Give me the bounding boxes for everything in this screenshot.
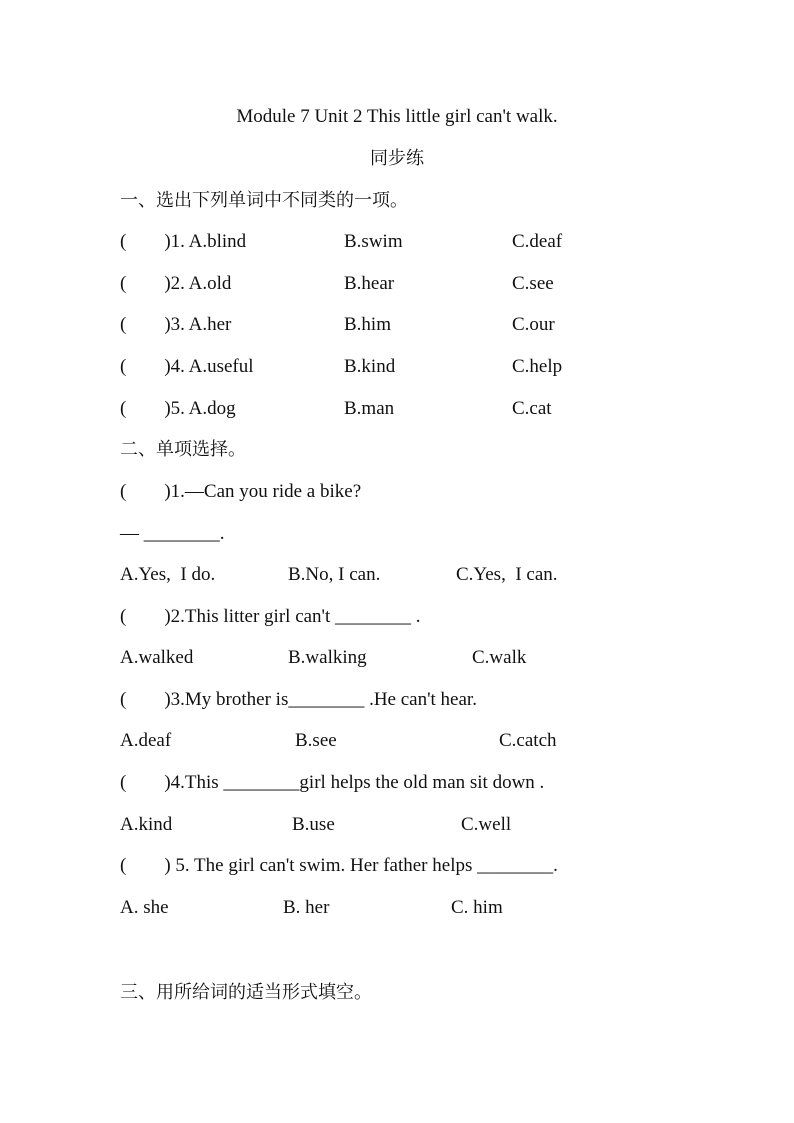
s2-q1-option-b: B.No, I can. (288, 564, 381, 585)
section1-heading: 一、选出下列单词中不同类的一项。 (120, 190, 408, 211)
s1-item1-option-a: ( )1. A.blind (120, 231, 247, 252)
s2-q1-stem: ( )1.—Can you ride a bike? (120, 481, 362, 502)
s1-item4-option-b: B.kind (344, 356, 396, 377)
s2-q3-option-b: B.see (295, 730, 337, 751)
s2-q3-option-a: A.deaf (120, 730, 172, 751)
s1-item2-option-a: ( )2. A.old (120, 273, 232, 294)
s2-q2-option-b: B.walking (288, 647, 367, 668)
s2-q4-stem: ( )4.This ________girl helps the old man sit down . (120, 772, 545, 793)
s1-item1-option-b: B.swim (344, 231, 403, 252)
s2-q4-option-a: A.kind (120, 814, 173, 835)
s2-q5-option-b: B. her (283, 897, 330, 918)
s2-q2-option-c: C.walk (472, 647, 527, 668)
s2-q4-option-c: C.well (461, 814, 512, 835)
s1-item2-option-b: B.hear (344, 273, 395, 294)
page-subtitle: 同步练 (370, 148, 424, 169)
s1-item3-option-b: B.him (344, 314, 391, 335)
s1-item2-option-c: C.see (512, 273, 554, 294)
section3-heading: 三、用所给词的适当形式填空。 (120, 982, 372, 1003)
s2-q4-option-b: B.use (292, 814, 335, 835)
s1-item4-option-a: ( )4. A.useful (120, 356, 254, 377)
s2-q1-option-a: A.Yes, I do. (120, 564, 216, 585)
s2-q5-option-a: A. she (120, 897, 169, 918)
s2-q3-stem: ( )3.My brother is________ .He can't hear. (120, 689, 477, 710)
page-title: Module 7 Unit 2 This little girl can't walk. (236, 106, 558, 127)
s1-item3-option-a: ( )3. A.her (120, 314, 232, 335)
s1-item5-option-c: C.cat (512, 398, 552, 419)
s1-item5-option-a: ( )5. A.dog (120, 398, 236, 419)
s2-q3-option-c: C.catch (499, 730, 557, 751)
s2-q1-option-c: C.Yes, I can. (456, 564, 558, 585)
s2-q5-option-c: C. him (451, 897, 503, 918)
s2-q2-stem: ( )2.This litter girl can't ________ . (120, 606, 421, 627)
s1-item5-option-b: B.man (344, 398, 395, 419)
s1-item4-option-c: C.help (512, 356, 563, 377)
s1-item1-option-c: C.deaf (512, 231, 563, 252)
s1-item3-option-c: C.our (512, 314, 555, 335)
section2-heading: 二、单项选择。 (120, 439, 246, 460)
s2-q1-answer-line: — ________. (120, 523, 225, 544)
s2-q2-option-a: A.walked (120, 647, 194, 668)
s2-q5-stem: ( ) 5. The girl can't swim. Her father helps ________. (120, 855, 558, 876)
